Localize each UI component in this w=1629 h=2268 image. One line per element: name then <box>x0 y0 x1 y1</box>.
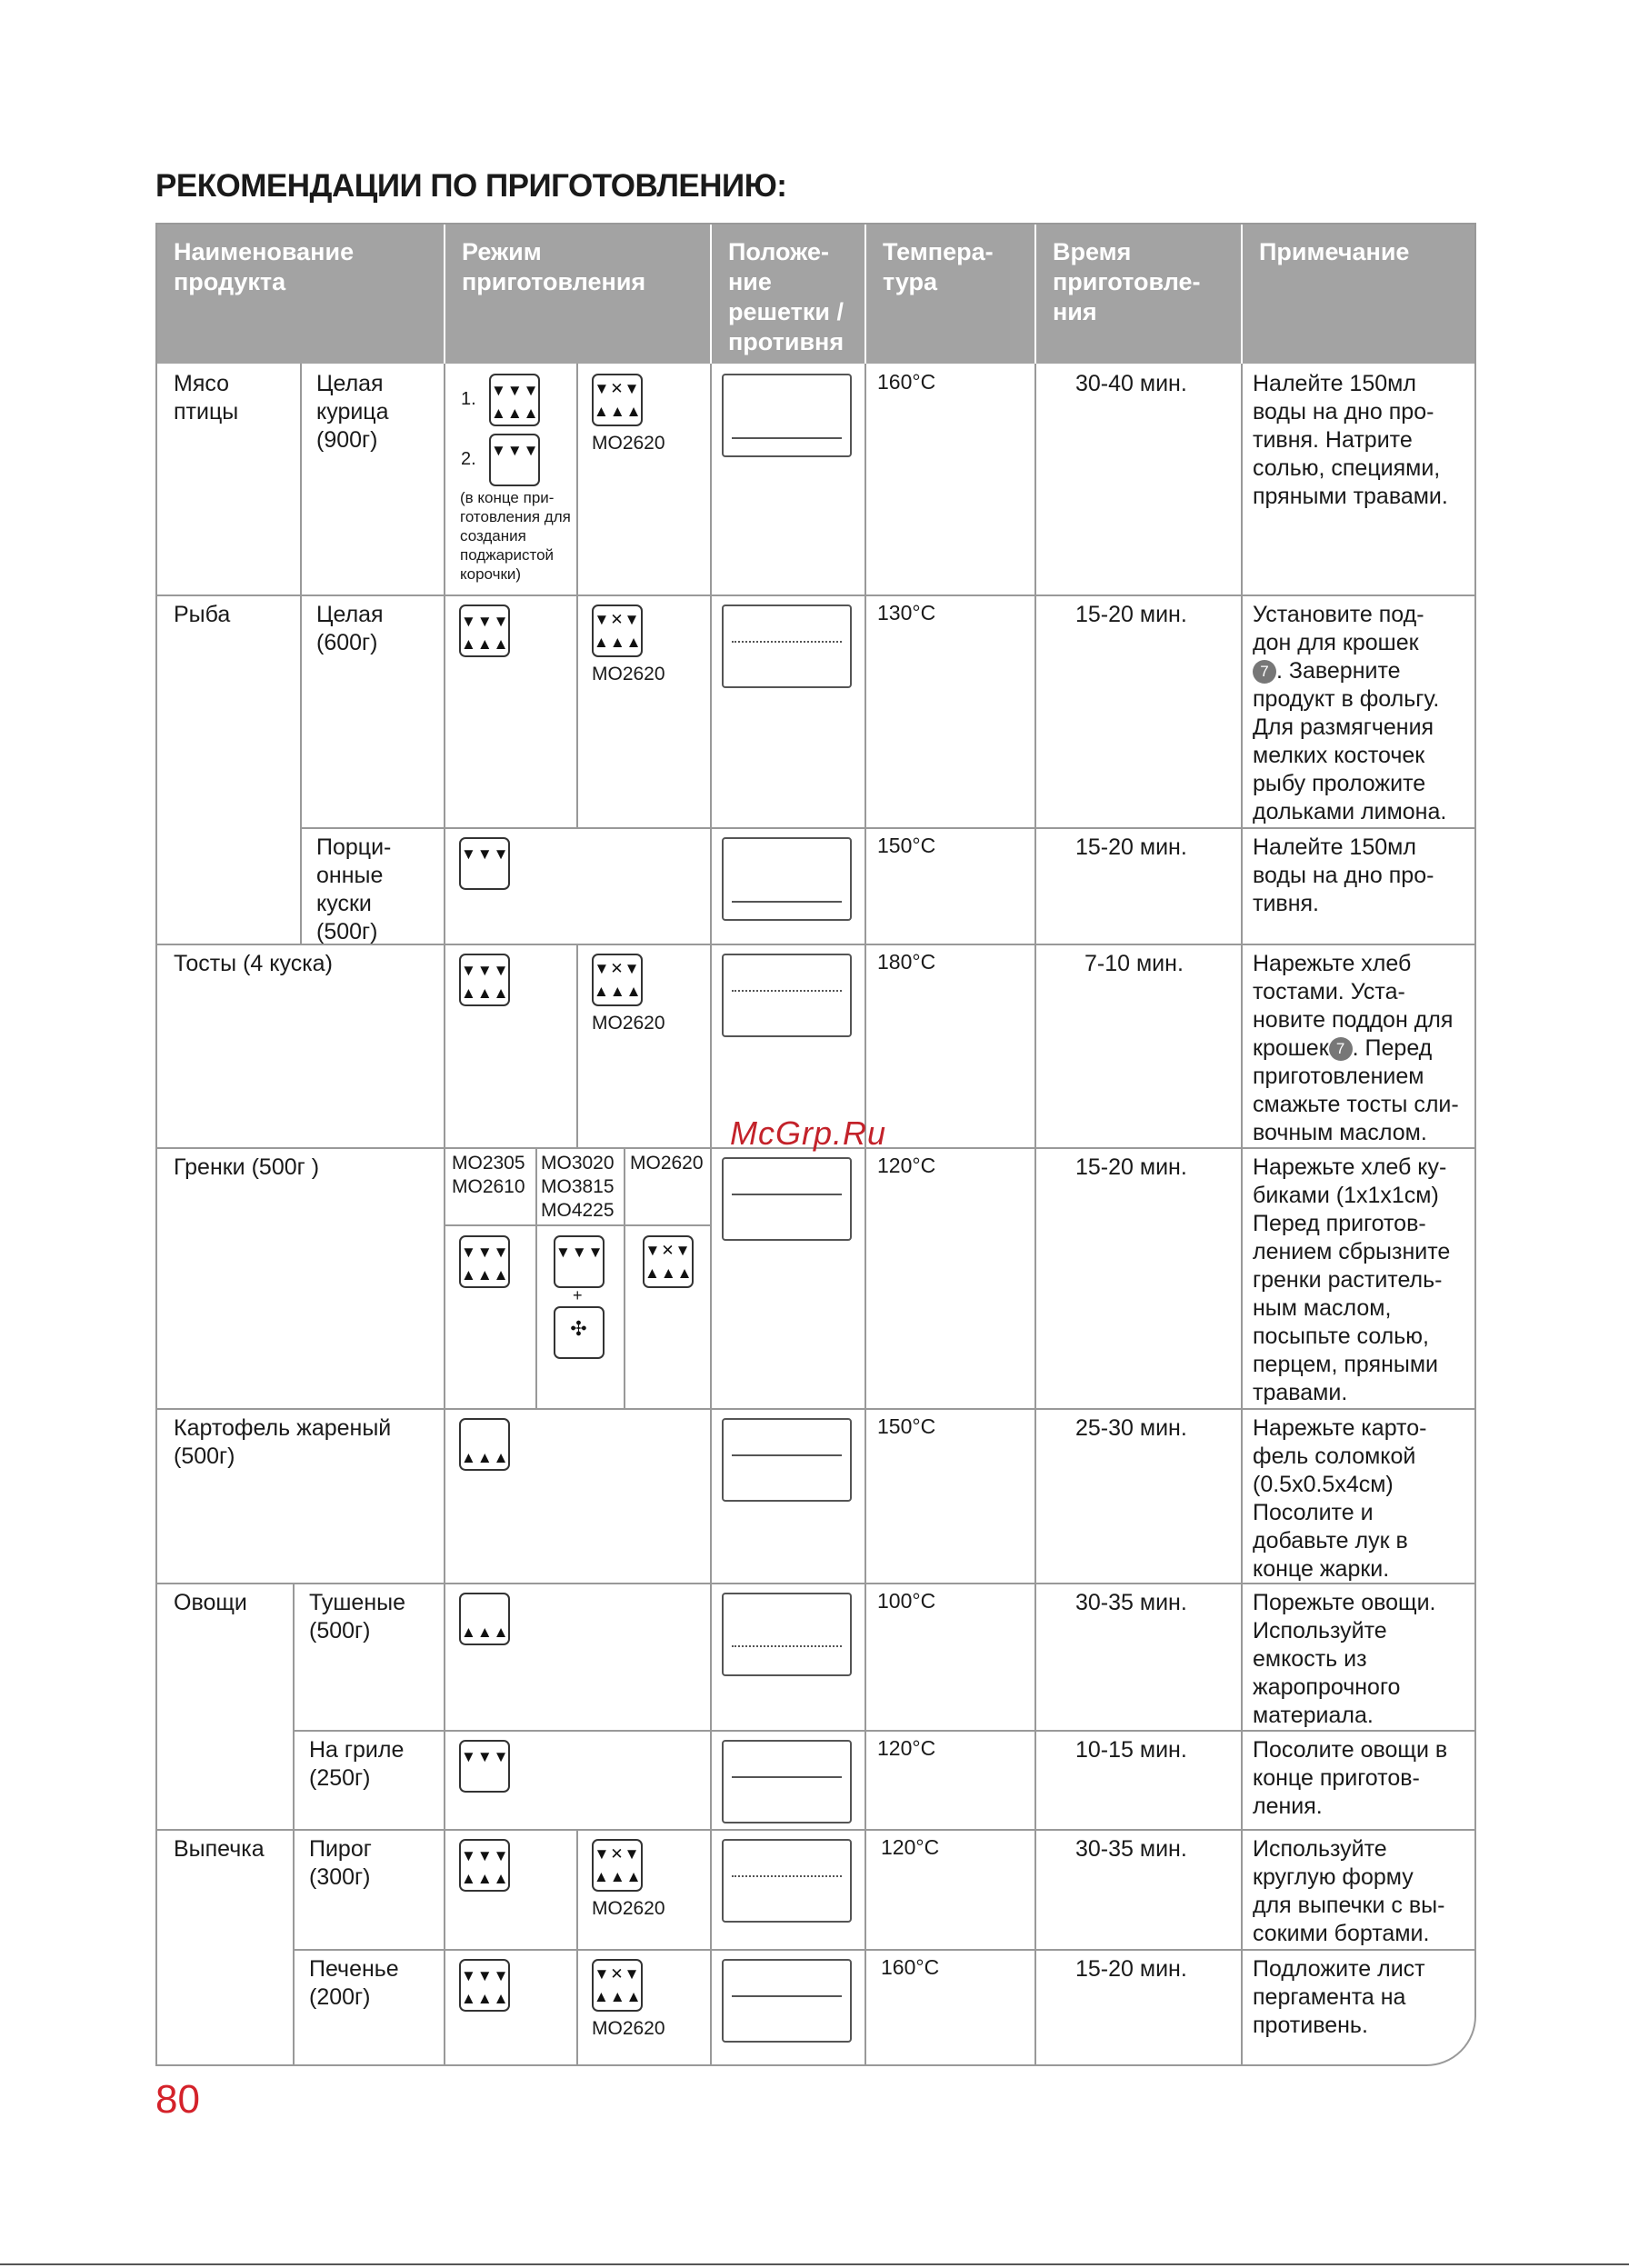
fish-whole-note-a: Установите под- дон для крошек <box>1253 602 1424 655</box>
toast-note-a: Нарежьте хлеб тостами. Уста- новите поддон для крошек <box>1253 951 1454 1061</box>
fish-whole-time: 15-20 мин. <box>1075 602 1187 627</box>
pie-item: Пирог (300г) <box>309 1836 372 1890</box>
toast-temp: 180°C <box>877 950 936 974</box>
rack-position-icon <box>722 374 852 457</box>
top-bottom-heat-icon: ▼▼▼ ▲▲▲ <box>459 1959 510 2012</box>
watermark: McGrp.Ru <box>730 1114 887 1152</box>
poultry-category: Мясо птицы <box>174 371 239 425</box>
rack-position-icon <box>722 1418 852 1502</box>
poultry-item: Целая курица (900г) <box>316 371 389 453</box>
veg-stew-temp: 100°C <box>877 1589 936 1613</box>
poultry-time: 30-40 мин. <box>1075 371 1187 396</box>
model-label: MO2620 <box>592 433 665 454</box>
fish-whole-temp: 130°C <box>877 601 936 624</box>
plus-sign: + <box>573 1286 583 1304</box>
top-bottom-heat-icon: ▼▼▼ ▲▲▲ <box>459 1839 510 1892</box>
poultry-temp: 160°C <box>877 370 936 394</box>
rack-position-icon <box>722 1839 852 1923</box>
header-mode: Режим приготовления <box>445 225 712 364</box>
potato-time: 25-30 мин. <box>1075 1415 1187 1441</box>
bottom-heat-icon: ▲▲▲ <box>459 1593 510 1645</box>
header-time: Время приготовле- ния <box>1036 225 1243 364</box>
page-number: 80 <box>155 2077 200 2122</box>
model-label-a: MO2305 MO2610 <box>452 1153 525 1197</box>
pie-note: Используйте круглую форму для выпечки с вы- сокими бортами. <box>1253 1836 1445 1946</box>
cookies-time: 15-20 мин. <box>1075 1956 1187 1982</box>
fish-portion-temp: 150°C <box>877 834 936 857</box>
crumb-tray-badge: 7 <box>1253 660 1276 684</box>
toast-note-b: 7 . Перед приготовлением смажьте тосты сли- вочным маслом. <box>1253 1035 1459 1145</box>
cookies-item: Печенье (200г) <box>309 1956 399 2010</box>
fan-heat-icon: ▼✕▼ ▲▲▲ <box>592 954 643 1006</box>
model-label: MO2620 <box>592 2018 665 2039</box>
top-bottom-heat-icon: ▼▼▼ ▲▲▲ <box>459 1235 510 1288</box>
fan-heat-icon: ▼✕▼ ▲▲▲ <box>592 604 643 657</box>
rack-position-icon <box>722 1959 852 2043</box>
top-heat-icon: ▼▼▼ <box>459 1740 510 1793</box>
croutons-category: Гренки (500г ) <box>174 1154 320 1180</box>
poultry-note: Налейте 150мл воды на дно про- тивня. Натрите солью, специями, пряными травами. <box>1253 371 1448 509</box>
fish-whole-note-b: 7 . Заверните продукт в фольгу. Для размягчения мелких косточек рыбу проложите дольками лимона. <box>1253 658 1447 824</box>
header-note: Примечание <box>1243 225 1474 364</box>
fish-portion-time: 15-20 мин. <box>1075 834 1187 860</box>
pie-time: 30-35 мин. <box>1075 1836 1187 1862</box>
rack-position-icon <box>722 1740 852 1823</box>
model-label: MO2620 <box>592 664 665 684</box>
page-title: РЕКОМЕНДАЦИИ ПО ПРИГОТОВЛЕНИЮ: <box>155 168 787 204</box>
top-heat-icon: ▼▼▼ <box>459 837 510 890</box>
fish-whole-item: Целая (600г) <box>316 602 384 655</box>
step-1-label: 1. <box>461 389 476 409</box>
fan-heat-icon: ▼✕▼ ▲▲▲ <box>592 1839 643 1892</box>
header-position: Положе- ние решетки / противня <box>712 225 866 364</box>
bottom-heat-icon: ▲▲▲ <box>459 1418 510 1471</box>
top-bottom-heat-icon: ▼▼▼ ▲▲▲ <box>459 954 510 1006</box>
veg-grill-note: Посолите овощи в конце приготов- ления. <box>1253 1737 1448 1819</box>
fan-icon: ✣ <box>554 1306 605 1359</box>
veg-grill-time: 10-15 мин. <box>1075 1737 1187 1763</box>
model-label: MO2620 <box>592 1013 665 1034</box>
step-2-label: 2. <box>461 449 476 469</box>
header-temperature: Темпера- тура <box>866 225 1036 364</box>
header-product: Наименование продукта <box>157 225 445 364</box>
fish-portion-item: Порци- онные куски (500г) <box>316 834 392 944</box>
croutons-note: Нарежьте хлеб ку- биками (1х1х1см) Перед приготов- лением сбрызните гренки раститель- ным маслом, посыпьте солью, перцем, пряными травами. <box>1253 1154 1451 1405</box>
page-bottom-rule <box>0 2263 1629 2265</box>
top-bottom-heat-icon: ▼▼▼ ▲▲▲ <box>489 374 540 426</box>
toast-time: 7-10 мин. <box>1084 951 1184 976</box>
model-label: MO2620 <box>592 1898 665 1919</box>
fan-heat-icon: ▼✕▼ ▲▲▲ <box>643 1235 694 1288</box>
model-label-c: MO2620 <box>630 1153 704 1174</box>
fan-heat-icon: ▼✕▼ ▲▲▲ <box>592 1959 643 2012</box>
veg-category: Овощи <box>174 1590 247 1615</box>
rack-position-icon <box>722 1157 852 1241</box>
cookies-note: Подложите лист пергамента на противень. <box>1253 1956 1425 2038</box>
top-heat-icon: ▼▼▼ <box>489 434 540 486</box>
rack-position-icon <box>722 954 852 1037</box>
baking-category: Выпечка <box>174 1836 265 1862</box>
veg-stew-time: 30-35 мин. <box>1075 1590 1187 1615</box>
veg-stew-note: Порежьте овощи. Используйте емкость из жаропрочного материала. <box>1253 1590 1436 1728</box>
potato-category: Картофель жареный (500г) <box>174 1415 392 1469</box>
veg-stew-item: Тушеные (500г) <box>309 1590 406 1644</box>
cookies-temp: 160°C <box>881 1955 940 1979</box>
crumb-tray-badge: 7 <box>1329 1037 1353 1061</box>
top-bottom-heat-icon: ▼▼▼ ▲▲▲ <box>459 604 510 657</box>
rack-position-icon <box>722 1593 852 1676</box>
croutons-time: 15-20 мин. <box>1075 1154 1187 1180</box>
step-note: (в конце при- готовления для создания поджаристой корочки) <box>460 489 571 583</box>
croutons-temp: 120°C <box>877 1154 936 1177</box>
potato-temp: 150°C <box>877 1414 936 1438</box>
veg-grill-temp: 120°C <box>877 1736 936 1760</box>
top-heat-icon: ▼▼▼ <box>554 1235 605 1288</box>
fan-heat-icon: ▼✕▼ ▲▲▲ <box>592 374 643 426</box>
potato-note: Нарежьте карто- фель соломкой (0.5х0.5х4см) Посолите и добавьте лук в конце жарки. <box>1253 1415 1427 1582</box>
toast-category: Тосты (4 куска) <box>174 951 333 976</box>
veg-grill-item: На гриле (250г) <box>309 1737 405 1791</box>
fish-category: Рыба <box>174 602 231 627</box>
rack-position-icon <box>722 604 852 688</box>
model-label-b: MO3020 MO3815 MO4225 <box>541 1153 615 1221</box>
rack-position-icon <box>722 837 852 921</box>
pie-temp: 120°C <box>881 1835 940 1859</box>
fish-portion-note: Налейте 150мл воды на дно про- тивня. <box>1253 834 1434 916</box>
